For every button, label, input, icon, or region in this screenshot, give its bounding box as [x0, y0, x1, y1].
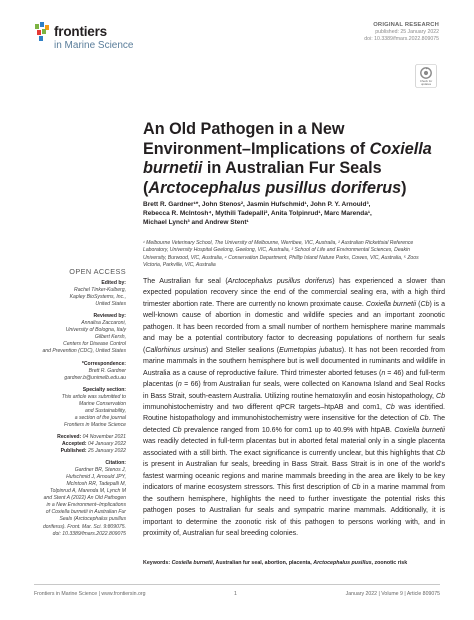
affiliation-line: Victoria, Parkville, VIC, Australia: [143, 261, 216, 268]
affiliation-line: University, Burwood, VIC, Australia, ⁴ Conservation Department, Phillip Island Nature Parks, Cowes, VIC, Australia, ⁵ Zoos: [143, 254, 419, 261]
dates-section: [34, 434, 126, 455]
received-date: Received: 04 November 2021: [57, 433, 126, 440]
open-access-label: OPEN ACCESS: [69, 267, 126, 276]
correspondence-section: [34, 361, 126, 382]
specialty-line: a section of the journal: [74, 414, 126, 421]
article-sidebar: [34, 268, 126, 538]
keywords: Keywords: Coxiella burnetii, Australian fur seal, abortion, placenta, Arctocephalus pusillus, zoonotic risk: [143, 560, 408, 566]
citation-line: Tolpinrud A, Marenda M, Lynch M: [50, 488, 126, 495]
edited-by-section: [34, 280, 126, 308]
author-list[interactable]: [143, 201, 443, 227]
citation-line[interactable]: doi: 10.3389/fmars.2022.809075: [52, 530, 126, 537]
citation-line: Seals (Arctocephalus pusillus: [59, 516, 126, 523]
article-meta-header: [364, 22, 439, 43]
reviewed-by-label: Reviewed by:: [93, 313, 126, 320]
affiliations: [143, 240, 448, 269]
reviewer-line: and Prevention (CDC), United States: [42, 348, 126, 355]
reviewer-line: University of Bologna, Italy: [65, 327, 126, 334]
page-footer: [34, 584, 440, 600]
citation-line: Gardner BR, Stenos J,: [74, 467, 126, 474]
journal-logo[interactable]: [34, 22, 174, 52]
citation-line: McIntosh RR, Tadepalli M,: [66, 481, 126, 488]
doi-header[interactable]: doi: 10.3389/fmars.2022.809075: [364, 36, 439, 42]
citation-line: in a New Environment–Implications: [46, 502, 126, 509]
citation-line: doriferus). Front. Mar. Sci. 9:809075.: [42, 523, 126, 530]
affiliation-line: ¹ Melbourne Veterinary School, The University of Melbourne, Werribee, VIC, Australia, ² Australian Rickettsial Reference: [143, 240, 414, 246]
title-line-3: burnetii in Australian Fur Seals: [143, 159, 382, 177]
abstract-body: The Australian fur seal (Arctocephalus pusillus doriferus) has experienced a slower than expected population recovery since the end of the commercial sealing era, with a high third trimester abortion rate. There are currently no known proximate cause. Coxiella burnetii (Cb) is a well-known cause of abortion in domestic and wildlife species and an important zoonotic pathogen. It has been recorded from a small number of northern hemisphere marine mammals and may be a potential contributory factor to decreasing populations of northern fur seals (Callorhinus ursinus) and Steller sealions (Eumetopias jubatus). It has not been recorded from marine mammals in the southern hemisphere but is well documented in ruminants and wildlife in Australia as a cause of reproductive failure. Third trimester aborted fetuses (n = 46) and full-term placentas (n = 66) from Australian fur seals, were collected on Kanowna Island and Seal Rocks in Bass Strait, south-eastern Australia. Utilizing routine hematoxylin and eosin histopathology, Cb immunohistochemistry and two different qPCR targets–htpAB and com1, Cb was identified. Routine histopathology and immunohistochemistry were insensitive for the detection of Cb. The detected Cb prevalence ranged from 10.6% for com1 up to 40.9% with htpAB. Coxiella burnetii was readily detected in full-term placentas but in aborted fetal material only in a single placenta associated with a still birth. The exact significance is currently unclear, but this highlights that Cb is present in Australian fur seals, breeding in Bass Strait. Bass Strait is in one of the world’s fastest warming oceanic regions and marine mammals breeding in the area are likely to be key indicators of marine ecosystem stressors. This first description of Cb in a marine mammal from the southern hemisphere, highlights the need to further investigate the potential risks this pathogen poses to Australian fur seals and sympatric marine mammals. Additionally, it is important to determine the zoonotic risk of this pathogen to persons working with, and in proximity of, Australian fur seal breeding colonies.: [143, 278, 446, 537]
brand-name: frontiers: [54, 24, 107, 39]
article-title: [143, 120, 448, 198]
specialty-line: This article was submitted to: [61, 393, 126, 400]
title-line-1: An Old Pathogen in a New: [143, 120, 345, 138]
title-line-2: Environment–Implications of Coxiella: [143, 139, 432, 158]
check-badge-line1: Check for: [419, 79, 433, 84]
article-type: ORIGINAL RESEARCH: [373, 22, 439, 28]
footer-journal-link[interactable]: Frontiers in Marine Science | www.frontiersin.org: [34, 591, 146, 597]
specialty-line: and Sustainability,: [85, 407, 126, 414]
citation-section: [34, 460, 126, 538]
specialty-line: Marine Conservation: [79, 400, 126, 407]
check-badge-line2: updates: [420, 82, 432, 87]
authors-line-3[interactable]: Michael Lynch³ and Andrew Stent¹: [143, 218, 249, 226]
published-date: Published: 25 January 2022: [60, 448, 126, 455]
reviewer-line: Centers for Disease Control: [63, 341, 126, 348]
check-for-updates-icon[interactable]: [415, 64, 437, 88]
editor-line: Kapley BioSystems, Inc.,: [69, 294, 126, 301]
footer-issue-info: January 2022 | Volume 9 | Article 809075: [345, 591, 440, 597]
citation-label: Citation:: [105, 460, 126, 467]
editor-line: Rachel Tinker-Kulberg,: [74, 287, 126, 294]
journal-name: in Marine Science: [54, 40, 134, 51]
edited-by-label: Edited by:: [101, 280, 126, 287]
correspondence-label: *Correspondence:: [81, 360, 126, 367]
authors-line-1[interactable]: Brett R. Gardner¹*, John Stenos², Jasmin Hufschmid¹, John P. Y. Arnould³,: [143, 201, 371, 208]
title-line-4: (Arctocephalus pusillus doriferus): [143, 178, 407, 197]
reviewer-line: Gilbert Kersh,: [94, 334, 126, 341]
affiliation-line: Laboratory, University Hospital Geelong, Geelong, VIC, Australia, ³ School of Life and Environmental Sciences, Deakin: [143, 247, 410, 254]
specialty-label: Specialty section:: [82, 386, 126, 393]
specialty-section: [34, 387, 126, 429]
reviewer-line: Annalisa Zaccaroni,: [81, 320, 126, 327]
correspondence-email[interactable]: gardner.b@unimelb.edu.au: [64, 374, 126, 381]
citation-line: of Coxiella burnetii in Australian Fur: [45, 509, 126, 516]
specialty-line: Frontiers in Marine Science: [64, 421, 126, 428]
editor-line: United States: [95, 301, 126, 308]
citation-line: Hufschmid J, Arnould JPY,: [66, 474, 126, 481]
correspondence-name: Brett R. Gardner: [88, 367, 126, 374]
authors-line-2[interactable]: Rebecca R. McIntosh⁴, Mythili Tadepalli², Anita Tolpinrud¹, Marc Marenda¹,: [143, 209, 372, 217]
published-date-header: published: 25 January 2022: [375, 29, 439, 35]
page-number: 1: [234, 591, 237, 597]
frontiers-logo-icon: [34, 22, 51, 44]
reviewed-by-section: [34, 313, 126, 355]
citation-line: and Stent A (2022) An Old Pathogen: [43, 495, 126, 502]
accepted-date: Accepted: 04 January 2022: [61, 440, 126, 447]
